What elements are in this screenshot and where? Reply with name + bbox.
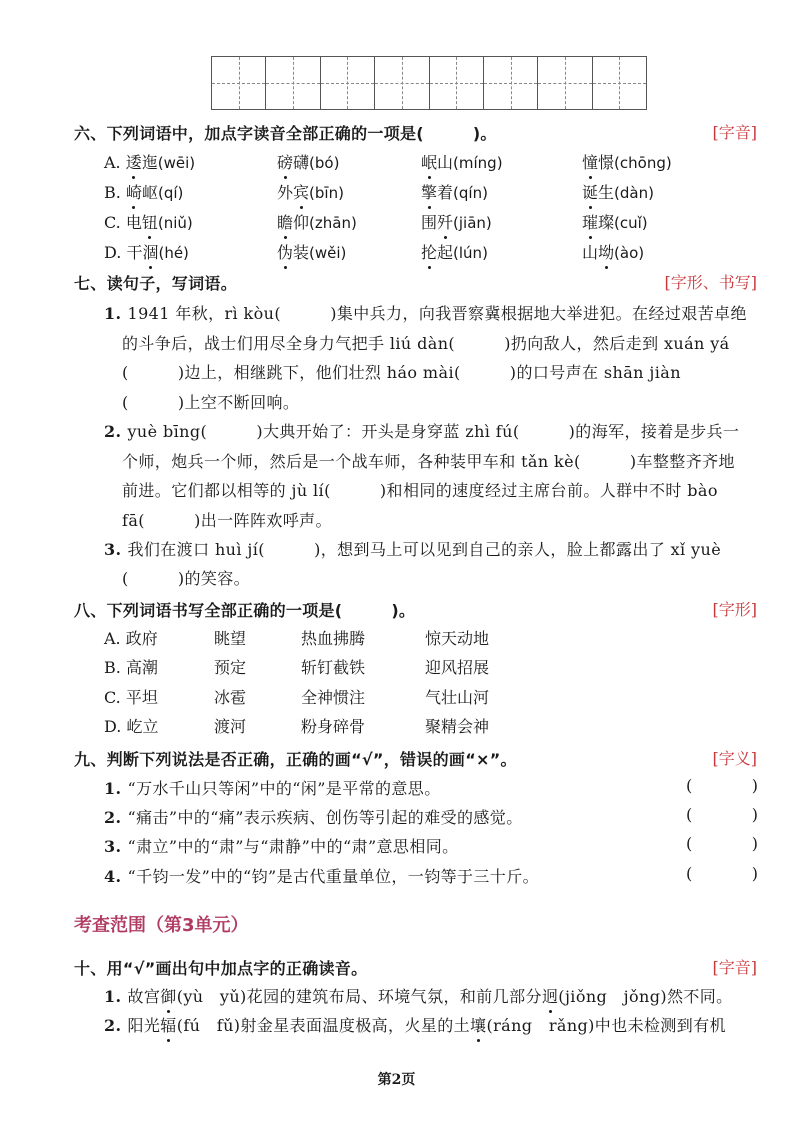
- q6-option-word: [277, 150, 339, 173]
- pinyin: (niǔ): [157, 214, 193, 232]
- pinyin: (cuǐ): [614, 214, 648, 232]
- dotted-char: 崎: [126, 180, 142, 203]
- pinyin: (chōng): [614, 154, 672, 172]
- q6-option-word: [277, 210, 357, 233]
- q8-option-word: [104, 626, 158, 649]
- dotted-char: 壤: [470, 1013, 486, 1036]
- dotted-char: 涸: [142, 240, 158, 263]
- text: (fú fǔ)射金星表面温度极高，火星的土: [176, 1016, 471, 1035]
- item-number: 2.: [104, 808, 128, 827]
- q8-option-word: [425, 626, 489, 649]
- q7-line: [104, 301, 747, 324]
- statement-text: “肃立”中的“肃”与“肃静”中的“肃”意思相同。: [127, 837, 459, 856]
- line-text: yuè bīng( )大典开始了：开头是身穿蓝 zhì fú( )的海军，接着是步兵一: [127, 422, 740, 441]
- word-char: 装: [293, 243, 310, 262]
- word-char: 迤: [141, 153, 158, 172]
- pinyin: (wēi): [157, 154, 196, 172]
- q7-tag: [字形、书写]: [664, 273, 757, 292]
- q6-title: 六、下列词语中，加点字读音全部正确的一项是( )。: [74, 124, 497, 143]
- word-char: 山: [437, 153, 454, 172]
- pinyin: (hé): [158, 244, 189, 262]
- q8-option-word: [425, 655, 489, 678]
- word-char: 仰: [293, 213, 310, 232]
- q9-statement: [104, 864, 539, 887]
- q8-option-word: [425, 714, 489, 737]
- q6-option-word: [277, 180, 344, 203]
- item-number: 1.: [104, 304, 128, 323]
- option-label: C.: [104, 213, 126, 232]
- answer-blank[interactable]: [686, 805, 758, 824]
- dotted-char: 磅: [277, 150, 293, 173]
- grid-cell[interactable]: [212, 57, 266, 109]
- q6-option-word: [582, 240, 644, 263]
- option-label: A.: [104, 153, 126, 172]
- word-char: 起: [437, 243, 454, 262]
- item-number: 3.: [104, 837, 128, 856]
- word: 渡河: [214, 717, 247, 736]
- pinyin: (dàn): [614, 184, 654, 202]
- dotted-char: 歼: [437, 210, 453, 233]
- word-char: 生: [598, 183, 615, 202]
- q10-tag: [字音]: [712, 958, 757, 977]
- text: 阳光: [127, 1016, 161, 1035]
- word-char: 山: [582, 243, 599, 262]
- q6-option-word: [104, 210, 193, 233]
- pinyin: (wěi): [309, 244, 347, 262]
- close-paren: ): [751, 776, 758, 795]
- item-number: 4.: [104, 867, 128, 886]
- dotted-char: 辐: [160, 1013, 176, 1036]
- pinyin: (bīn): [309, 184, 344, 202]
- dotted-char: 御: [160, 984, 176, 1007]
- q8-option-word: [301, 655, 365, 678]
- dotted-char: 憧: [582, 150, 598, 173]
- word: 高潮: [125, 658, 158, 677]
- grid-cell[interactable]: [430, 57, 484, 109]
- item-number: 3.: [104, 540, 128, 559]
- word: 气壮山河: [425, 688, 490, 707]
- q7-line: [122, 331, 730, 354]
- line-text: 我们在渡口 huì jí( )，想到马上可以见到自己的亲人，脸上都露出了 xǐ yuè: [127, 540, 722, 559]
- option-label: A.: [104, 629, 126, 648]
- q6-option-word: [104, 180, 183, 203]
- q9-statement: [104, 776, 441, 799]
- q6-option-word: [104, 150, 195, 173]
- option-label: B.: [104, 183, 126, 202]
- q6-option-word: [582, 150, 672, 173]
- q9-statement: [104, 834, 459, 857]
- word: 迎风招展: [425, 658, 490, 677]
- line-text: 的斗争后，战士们用尽全身力气把手 liú dàn( )扔向敌人，然后走到 xuán yá: [122, 334, 730, 353]
- pinyin: (jiān): [453, 214, 492, 232]
- dotted-char: 璀: [582, 210, 598, 233]
- dotted-char: 岷: [421, 150, 437, 173]
- line-text: 前进。它们都以相等的 jù lí( )和相同的速度经过主席台前。人群中不时 bào: [122, 481, 718, 500]
- grid-cell[interactable]: [266, 57, 320, 109]
- q6-option-word: [421, 150, 503, 173]
- open-paren: (: [686, 805, 693, 824]
- q8-option-word: [301, 626, 365, 649]
- line-text: fā( )出一阵阵欢呼声。: [122, 511, 332, 530]
- close-paren: ): [751, 805, 758, 824]
- q6-option-word: [582, 180, 654, 203]
- word: 预定: [214, 658, 247, 677]
- word: 政府: [125, 629, 158, 648]
- dotted-char: 瞻: [277, 210, 293, 233]
- q8-option-word: [425, 685, 489, 708]
- q9-title: 九、判断下列说法是否正确，正确的画“√”，错误的画“×”。: [74, 750, 517, 769]
- q8-title: 八、下列词语书写全部正确的一项是( )。: [74, 601, 416, 620]
- word-char: 礴: [293, 153, 310, 172]
- q7-line: [122, 360, 681, 383]
- grid-cell[interactable]: [593, 57, 646, 109]
- open-paren: (: [686, 776, 693, 795]
- q8-option-word: [214, 655, 246, 678]
- q6-option-word: [421, 210, 492, 233]
- item-number: 1.: [104, 779, 128, 798]
- q6-option-word: [421, 240, 488, 263]
- dotted-char: 擎: [421, 180, 437, 203]
- q7-line: [122, 478, 718, 501]
- pinyin: (ào): [614, 244, 645, 262]
- close-paren: ): [751, 834, 758, 853]
- dotted-char: 钮: [142, 210, 158, 233]
- item-number: 1.: [104, 987, 128, 1006]
- grid-cell[interactable]: [484, 57, 538, 109]
- answer-blank[interactable]: [686, 776, 758, 795]
- q7-line: [122, 390, 299, 413]
- q6-option-word: [277, 240, 346, 263]
- dotted-char: 迥: [542, 984, 558, 1007]
- pinyin: (zhān): [309, 214, 357, 232]
- dotted-char: 抡: [421, 240, 437, 263]
- grid-cell[interactable]: [321, 57, 375, 109]
- dotted-char: 诞: [582, 180, 598, 203]
- q9-statement: [104, 805, 523, 828]
- open-paren: (: [686, 864, 693, 883]
- q8-option-word: [214, 685, 246, 708]
- line-text: ( )的笑容。: [122, 569, 251, 588]
- q7-line: [104, 419, 739, 442]
- dotted-char: 逶: [126, 150, 142, 173]
- q7-line: [122, 566, 250, 589]
- word-char: 围: [421, 213, 438, 232]
- word: 斩钉截铁: [301, 658, 366, 677]
- item-number: 2.: [104, 1016, 128, 1035]
- close-paren: ): [751, 864, 758, 883]
- dotted-char: 宾: [293, 180, 309, 203]
- q6-option-word: [582, 210, 648, 233]
- dotted-char: 伪: [277, 240, 293, 263]
- q8-option-word: [301, 714, 365, 737]
- q10-line: [104, 984, 733, 1007]
- dotted-char: 坳: [598, 240, 614, 263]
- q8-option-word: [104, 655, 158, 678]
- option-label: D.: [104, 243, 127, 262]
- word-char: 外: [277, 183, 294, 202]
- open-paren: (: [686, 834, 693, 853]
- word-char: 璨: [598, 213, 615, 232]
- q7-line: [122, 508, 332, 531]
- word: 粉身碎骨: [301, 717, 366, 736]
- line-text: 1941 年秋，rì kòu( )集中兵力，向我晋察冀根据地大举进犯。在经过艰苦卓绝: [127, 304, 747, 323]
- writing-grid: [211, 56, 647, 110]
- grid-cell[interactable]: [538, 57, 592, 109]
- item-number: 2.: [104, 422, 128, 441]
- q7-line: [104, 537, 721, 560]
- word: 惊天动地: [425, 629, 490, 648]
- word: 冰雹: [214, 688, 247, 707]
- text: (yù yǔ)花园的建筑布局、环境气氛，和前几部分: [176, 987, 542, 1006]
- option-label: C.: [104, 688, 126, 707]
- q8-option-word: [214, 714, 246, 737]
- line-text: ( )上空不断回响。: [122, 393, 300, 412]
- q7-line: [122, 449, 735, 472]
- word-char: 电: [125, 213, 142, 232]
- word-char: 着: [437, 183, 454, 202]
- word: 屹立: [126, 717, 159, 736]
- q8-tag: [字形]: [712, 600, 757, 619]
- q6-option-word: [421, 180, 488, 203]
- option-label: B.: [104, 658, 126, 677]
- pinyin: (míng): [453, 154, 503, 172]
- grid-cell[interactable]: [375, 57, 429, 109]
- line-text: 个师，炮兵一个师，然后是一个战车师，各种装甲车和 tǎn kè( )车整整齐齐地: [122, 452, 735, 471]
- pinyin: (bó): [309, 154, 340, 172]
- q9-tag: [字义]: [712, 749, 757, 768]
- pinyin: (qín): [453, 184, 488, 202]
- word: 全神惯注: [301, 688, 366, 707]
- text: (ráng rǎng)中也未检测到有机: [486, 1016, 727, 1035]
- statement-text: “千钧一发”中的“钧”是古代重量单位，一钧等于三十斤。: [127, 867, 540, 886]
- pinyin: (qí): [157, 184, 184, 202]
- word: 眺望: [214, 629, 247, 648]
- line-text: ( )边上，相继跳下，他们壮烈 háo mài( )的口号声在 shān jiàn: [122, 363, 681, 382]
- pinyin: (lún): [453, 244, 488, 262]
- q8-option-word: [104, 685, 158, 708]
- option-label: D.: [104, 717, 127, 736]
- q8-option-word: [214, 626, 246, 649]
- text: 故宫: [127, 987, 161, 1006]
- q8-option-word: [301, 685, 365, 708]
- word-char: 干: [126, 243, 143, 262]
- answer-blank[interactable]: [686, 834, 758, 853]
- q10-line: [104, 1013, 726, 1036]
- q6-option-word: [104, 240, 189, 263]
- answer-blank[interactable]: [686, 864, 758, 883]
- q7-title: 七、读句子，写词语。: [74, 274, 238, 293]
- statement-text: “万水千山只等闲”中的“闲”是平常的意思。: [127, 779, 441, 798]
- q10-title: 十、用“√”画出句中加点字的正确读音。: [74, 959, 368, 978]
- statement-text: “痛击”中的“痛”表示疾病、创伤等引起的难受的感觉。: [127, 808, 523, 827]
- text: (jiǒng jǒng)然不同。: [558, 987, 733, 1006]
- q6-tag: [字音]: [712, 123, 757, 142]
- section-heading: 考查范围（第3单元）: [74, 915, 249, 936]
- word: 聚精会神: [425, 717, 490, 736]
- q8-option-word: [104, 714, 158, 737]
- word: 热血拂腾: [301, 629, 366, 648]
- word-char: 岖: [141, 183, 158, 202]
- word: 平坦: [125, 688, 158, 707]
- word-char: 憬: [598, 153, 615, 172]
- page-number: 第2页: [377, 1072, 416, 1088]
